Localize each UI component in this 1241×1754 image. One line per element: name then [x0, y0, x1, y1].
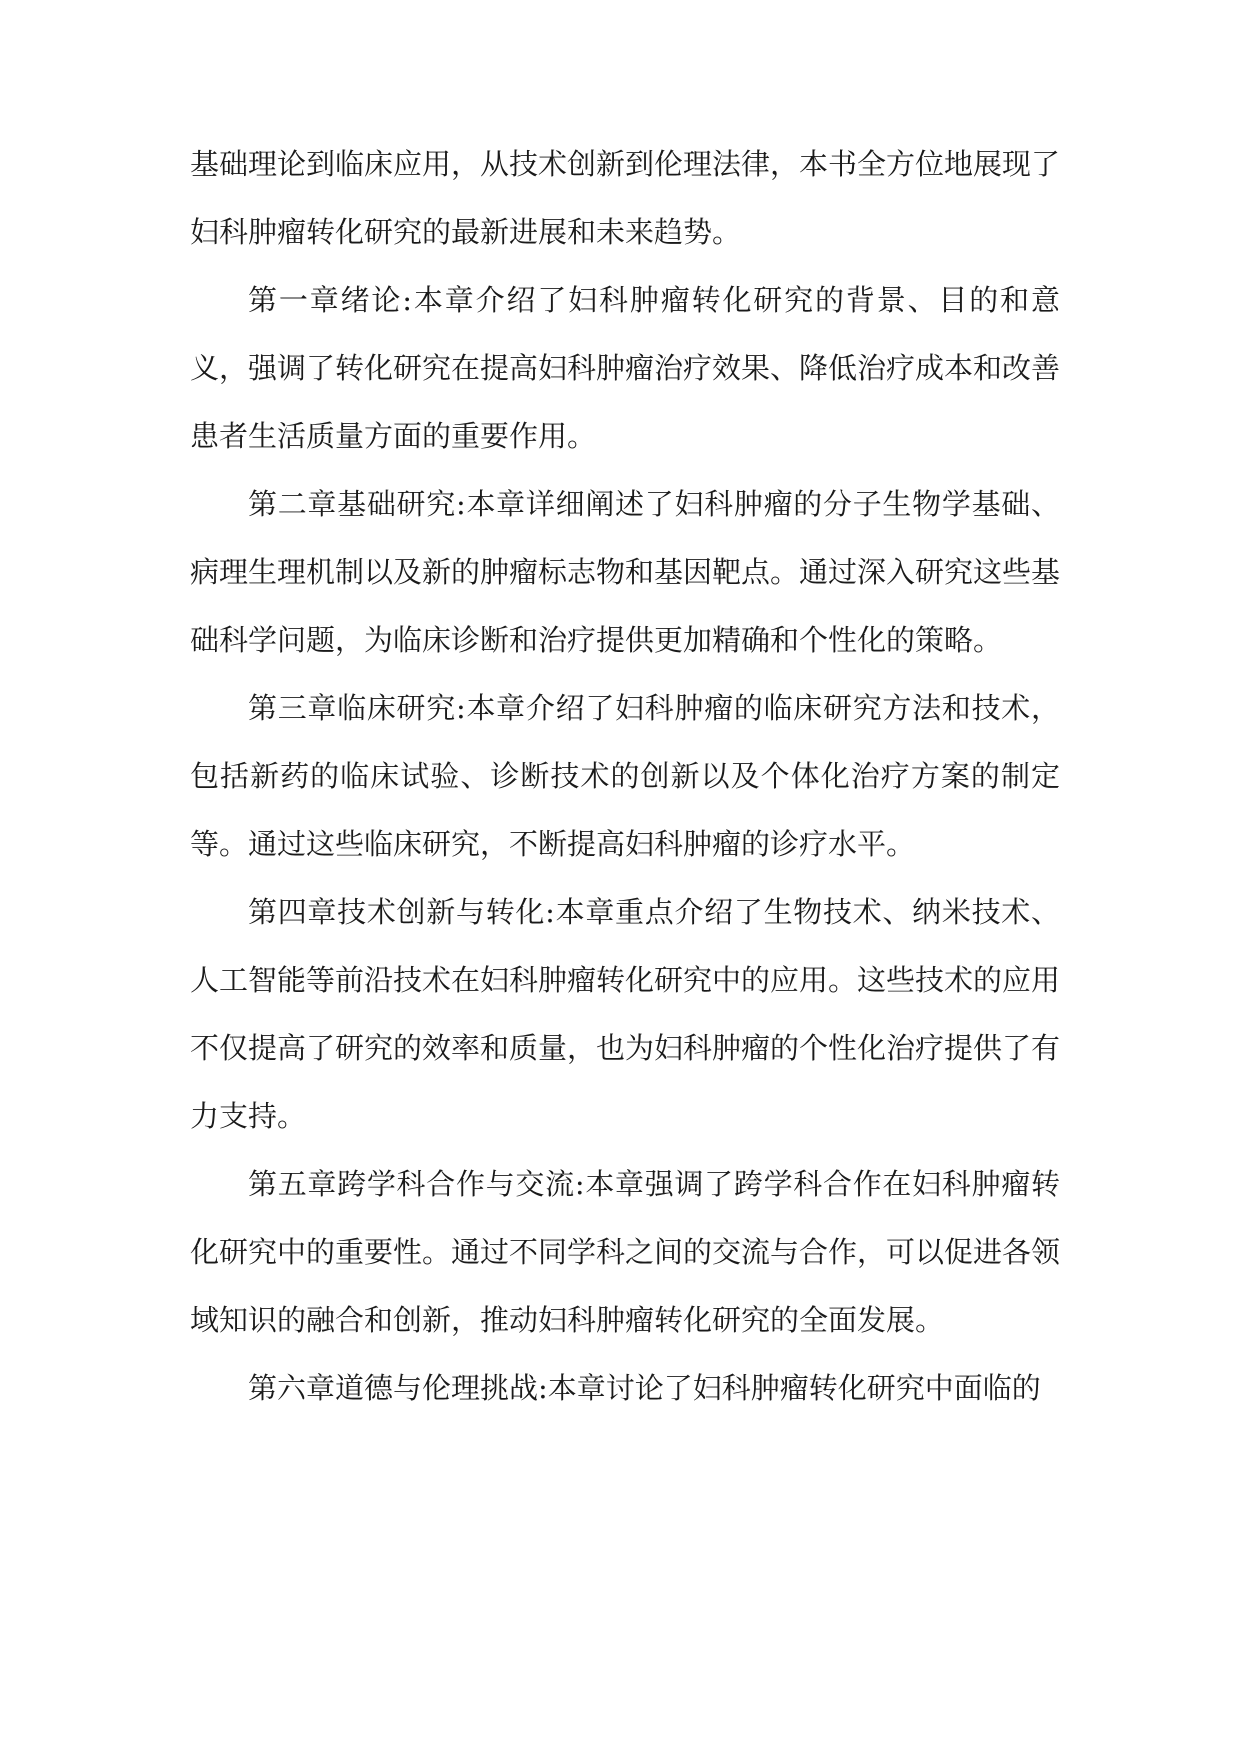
- paragraph-chapter-2: 第二章基础研究:本章详细阐述了妇科肿瘤的分子生物学基础、病理生理机制以及新的肿瘤标志物和基因靶点。通过深入研究这些基础科学问题，为临床诊断和治疗提供更加精确和个性化的策略。: [190, 487, 1061, 657]
- paragraph-chapter-6: 第六章道德与伦理挑战:本章讨论了妇科肿瘤转化研究中面临的: [248, 1371, 1041, 1405]
- paragraph-chapter-4: 第四章技术创新与转化:本章重点介绍了生物技术、纳米技术、人工智能等前沿技术在妇科肿瘤转化研究中的应用。这些技术的应用不仅提高了研究的效率和质量，也为妇科肿瘤的个性化治疗提供了有力支持。: [190, 895, 1061, 1133]
- paragraph-intro-continuation: 基础理论到临床应用，从技术创新到伦理法律，本书全方位地展现了妇科肿瘤转化研究的最新进展和未来趋势。: [190, 147, 1061, 249]
- paragraph-chapter-1: 第一章绪论:本章介绍了妇科肿瘤转化研究的背景、目的和意义，强调了转化研究在提高妇科肿瘤治疗效果、降低治疗成本和改善患者生活质量方面的重要作用。: [190, 283, 1061, 453]
- paragraph-chapter-3: 第三章临床研究:本章介绍了妇科肿瘤的临床研究方法和技术，包括新药的临床试验、诊断技术的创新以及个体化治疗方案的制定等。通过这些临床研究，不断提高妇科肿瘤的诊疗水平。: [190, 691, 1060, 861]
- paragraph-chapter-5: 第五章跨学科合作与交流:本章强调了跨学科合作在妇科肿瘤转化研究中的重要性。通过不同学科之间的交流与合作，可以促进各领域知识的融合和创新，推动妇科肿瘤转化研究的全面发展。: [190, 1167, 1061, 1337]
- body-text: [190, 130, 1060, 1422]
